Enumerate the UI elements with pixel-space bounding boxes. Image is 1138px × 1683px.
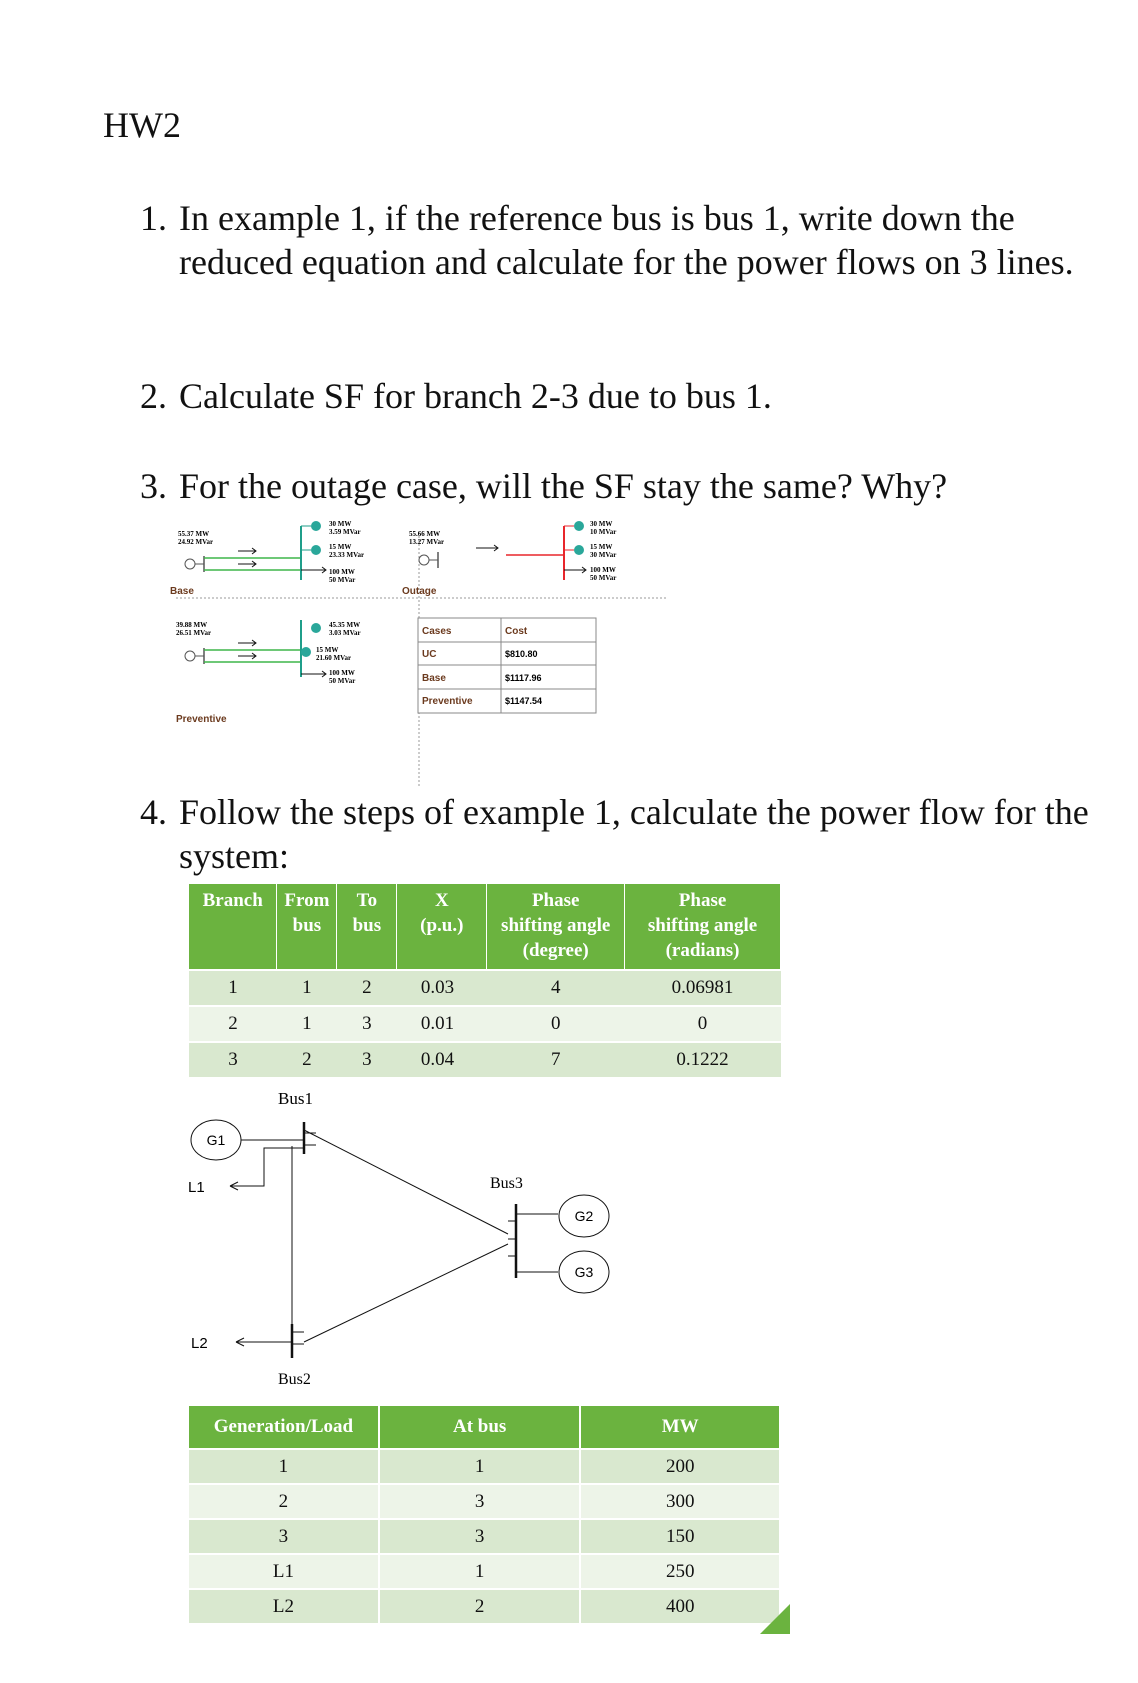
cell-mw: 400: [580, 1589, 780, 1623]
arrow-icon: [238, 640, 256, 646]
header-gen-load: Generation/Load: [189, 1406, 379, 1449]
cell-from: 2: [277, 1042, 337, 1077]
arrow-icon: [238, 548, 256, 554]
cost-table-case: Preventive: [422, 696, 473, 707]
outage-load-mw: 100 MW: [590, 566, 616, 574]
base-gen-left-mw: 55.37 MW: [178, 530, 210, 538]
outage-gen-top-mvar: 10 MVar: [590, 528, 617, 536]
header-branch: Branch: [189, 884, 277, 970]
preventive-gen-left-mvar: 26.51 MVar: [176, 629, 212, 637]
base-gen-top-mvar: 3.59 MVar: [329, 528, 361, 536]
outage-gen-top-mw: 30 MW: [590, 520, 613, 528]
outage-gen-left-mvar: 13.27 MVar: [409, 538, 445, 546]
cell-to: 3: [337, 1042, 397, 1077]
cell-bus: 1: [379, 1554, 581, 1589]
question-number: 1.: [140, 198, 167, 238]
cell-gen-load: L1: [189, 1554, 379, 1589]
question-text: Follow the steps of example 1, calculate the power flow for the system:: [179, 792, 1089, 876]
cell-mw: 250: [580, 1554, 780, 1589]
gen-table-header: [189, 1406, 780, 1449]
question-text: Calculate SF for branch 2-3 due to bus 1.: [179, 376, 772, 416]
cell-bus: 1: [379, 1449, 581, 1484]
line-1-3: [304, 1130, 508, 1234]
header-mw: MW: [580, 1406, 780, 1449]
header-phase-degree: Phase shifting angle (degree): [487, 884, 625, 970]
cost-table-value: $810.80: [505, 649, 538, 659]
outage-gen-mid-mw: 15 MW: [590, 543, 613, 551]
cell-radians: 0: [625, 1006, 781, 1042]
table-row: [189, 970, 781, 1006]
generator-icon: [301, 647, 311, 657]
cost-table-case: Base: [422, 673, 446, 684]
cell-bus: 3: [379, 1484, 581, 1519]
table-row: [189, 1006, 781, 1042]
g3-label: G3: [574, 1264, 594, 1280]
outage-gen-mid-mvar: 30 MVar: [590, 551, 617, 559]
bus2-label: Bus2: [278, 1371, 311, 1388]
base-gen-top-mw: 30 MW: [329, 520, 352, 528]
preventive-gen-mid-mw: 15 MW: [316, 646, 339, 654]
cell-gen-load: 2: [189, 1484, 379, 1519]
cell-branch: 1: [189, 970, 277, 1006]
cell-from: 1: [277, 1006, 337, 1042]
cost-table-header-cost: Cost: [505, 626, 528, 637]
base-gen-left-mvar: 24.92 MVar: [178, 538, 214, 546]
arrow-icon: [238, 653, 256, 659]
generator-icon: [311, 545, 321, 555]
question-3: [140, 464, 1100, 508]
header-to-bus: To bus: [337, 884, 397, 970]
generator-icon: [574, 545, 584, 555]
generation-load-table: [189, 1406, 781, 1623]
preventive-gen-mid-mvar: 21.60 MVar: [316, 654, 352, 662]
cost-table-value: $1147.54: [505, 696, 543, 706]
cell-bus: 2: [379, 1589, 581, 1623]
cell-branch: 2: [189, 1006, 277, 1042]
l2-label: L2: [191, 1335, 208, 1352]
g2-label: G2: [574, 1208, 594, 1224]
bus1-label: Bus1: [278, 1089, 313, 1108]
outage-panel: [402, 520, 616, 597]
question-number: 4.: [140, 792, 167, 832]
cell-bus: 3: [379, 1519, 581, 1554]
arrow-icon: [476, 545, 498, 551]
cell-gen-load: 3: [189, 1519, 379, 1554]
cell-x: 0.03: [397, 970, 487, 1006]
outage-label: Outage: [402, 586, 437, 597]
generator-icon: [311, 623, 321, 633]
question-number: 2.: [140, 376, 167, 416]
preventive-label: Preventive: [176, 714, 227, 725]
generator-icon: [185, 651, 195, 661]
cell-mw: 150: [580, 1519, 780, 1554]
case-figure-svg: [170, 520, 666, 788]
cost-table-value: $1117.96: [505, 673, 542, 683]
cell-from: 1: [277, 970, 337, 1006]
outage-gen-left-mw: 55.66 MW: [409, 530, 441, 538]
cost-table: [418, 618, 596, 713]
question-4: [140, 790, 1100, 878]
table-row: [189, 1449, 780, 1484]
cell-mw: 200: [580, 1449, 780, 1484]
preventive-gen-left-mw: 39.88 MW: [176, 621, 208, 629]
generator-icon: [419, 555, 429, 565]
table-row: [189, 1554, 780, 1589]
question-1: [140, 196, 1100, 284]
header-phase-radians: Phase shifting angle (radians): [625, 884, 781, 970]
cell-degree: 0: [487, 1006, 625, 1042]
one-line-diagram: [186, 1086, 656, 1406]
cost-table-header-cases: Cases: [422, 626, 452, 637]
header-at-bus: At bus: [379, 1406, 581, 1449]
generator-icon: [574, 521, 584, 531]
l1-label: L1: [188, 1179, 205, 1196]
cell-to: 3: [337, 1006, 397, 1042]
slide-corner-decoration: [760, 1604, 790, 1634]
cell-mw: 300: [580, 1484, 780, 1519]
cell-radians: 0.1222: [625, 1042, 781, 1077]
cost-table-case: UC: [422, 649, 437, 660]
base-panel: [170, 520, 364, 597]
load-arrow-icon: [301, 671, 326, 677]
outage-load-mvar: 50 MVar: [590, 574, 617, 582]
base-load-mw: 100 MW: [329, 568, 355, 576]
cell-gen-load: 1: [189, 1449, 379, 1484]
generator-icon: [185, 559, 195, 569]
cell-to: 2: [337, 970, 397, 1006]
base-gen-mid-mw: 15 MW: [329, 543, 352, 551]
branch-table: [189, 884, 781, 1077]
g1-label: G1: [206, 1132, 226, 1148]
generator-icon: [311, 521, 321, 531]
base-label: Base: [170, 586, 194, 597]
cell-degree: 7: [487, 1042, 625, 1077]
branch-table-header: [189, 884, 781, 970]
page-title: HW2: [103, 105, 181, 145]
case-figure: [170, 520, 666, 788]
arrow-icon: [238, 561, 256, 567]
cell-gen-load: L2: [189, 1589, 379, 1623]
cell-radians: 0.06981: [625, 970, 781, 1006]
table-row: [189, 1519, 780, 1554]
line-2-3: [304, 1244, 508, 1342]
load-arrow-icon: [301, 567, 326, 573]
question-text: For the outage case, will the SF stay the same? Why?: [179, 466, 948, 506]
header-from-bus: From bus: [277, 884, 337, 970]
table-row: [189, 1589, 780, 1623]
question-2: [140, 374, 1100, 418]
load-arrow-icon: [564, 567, 586, 573]
base-load-mvar: 50 MVar: [329, 576, 356, 584]
preventive-load-mw: 100 MW: [329, 669, 355, 677]
table-row: [189, 1042, 781, 1077]
cell-branch: 3: [189, 1042, 277, 1077]
question-number: 3.: [140, 466, 167, 506]
one-line-diagram-svg: [186, 1086, 656, 1406]
question-text: In example 1, if the reference bus is bus 1, write down the reduced equation and calculate for the power flows on 3 lines.: [179, 198, 1074, 282]
base-gen-mid-mvar: 23.33 MVar: [329, 551, 365, 559]
preventive-panel: [176, 620, 361, 725]
preventive-load-mvar: 50 MVar: [329, 677, 356, 685]
cell-x: 0.01: [397, 1006, 487, 1042]
cell-degree: 4: [487, 970, 625, 1006]
preventive-gen-top-mvar: 3.03 MVar: [329, 629, 361, 637]
preventive-gen-top-mw: 45.35 MW: [329, 621, 361, 629]
header-reactance: X (p.u.): [397, 884, 487, 970]
bus3-label: Bus3: [490, 1175, 523, 1192]
table-row: [189, 1484, 780, 1519]
cell-x: 0.04: [397, 1042, 487, 1077]
